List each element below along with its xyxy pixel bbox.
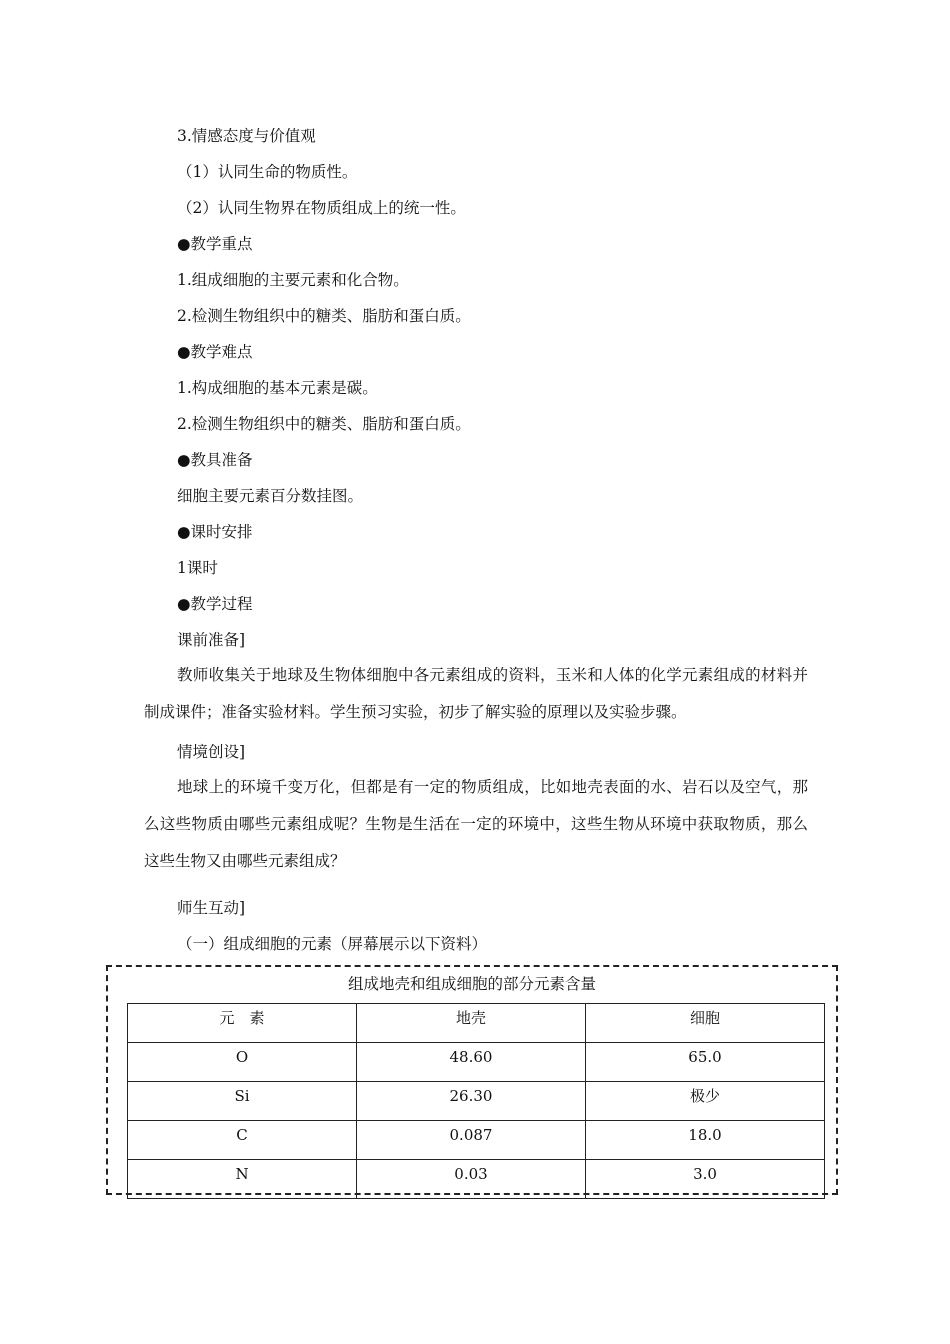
column-header-crust: 地壳: [357, 1004, 586, 1043]
element-content-table: [127, 1003, 825, 1199]
attitude-item-2: （2）认同生物界在物质组成上的统一性。: [177, 199, 466, 217]
section-heading-attitudes: 3.情感态度与价值观: [177, 127, 316, 145]
heading-teaching-difficulty: ●教学难点: [177, 343, 253, 361]
table-row: [128, 1160, 825, 1199]
difficulty-item-2: 2.检测生物组织中的糖类、脂肪和蛋白质。: [177, 415, 471, 433]
heading-teaching-focus: ●教学重点: [177, 235, 253, 253]
column-header-cell: 细胞: [586, 1004, 825, 1043]
column-header-element: 元 素: [128, 1004, 357, 1043]
schedule-text: 1课时: [177, 559, 218, 577]
table-title: 组成地壳和组成细胞的部分元素含量: [347, 975, 596, 993]
heading-scenario: 情境创设]: [177, 743, 246, 761]
table-cell: 18.0: [586, 1121, 825, 1160]
heading-schedule: ●课时安排: [177, 523, 253, 541]
table-header-row: [128, 1004, 825, 1043]
table-cell: O: [128, 1043, 357, 1082]
heading-teaching-aids: ●教具准备: [177, 451, 253, 469]
table-row: [128, 1082, 825, 1121]
heading-preparation: 课前准备]: [177, 631, 246, 649]
scenario-paragraph: 地球上的环境千变万化，但都是有一定的物质组成，比如地壳表面的水、岩石以及空气，那么这些物质由哪些元素组成呢？生物是生活在一定的环境中，这些生物从环境中获取物质，那么这些生物又由哪些元素组成？: [144, 778, 808, 870]
subheading-cell-elements: （一）组成细胞的元素（屏幕展示以下资料）: [177, 935, 488, 953]
table-cell: 65.0: [586, 1043, 825, 1082]
teaching-aids-text: 细胞主要元素百分数挂图。: [177, 487, 364, 505]
table-row: [128, 1043, 825, 1082]
focus-item-2: 2.检测生物组织中的糖类、脂肪和蛋白质。: [177, 307, 471, 325]
preparation-paragraph: 教师收集关于地球及生物体细胞中各元素组成的资料，玉米和人体的化学元素组成的材料并制成课件；准备实验材料。学生预习实验，初步了解实验的原理以及实验步骤。: [144, 666, 808, 721]
table-row: [128, 1121, 825, 1160]
table-cell: 0.03: [357, 1160, 586, 1199]
table-cell: 0.087: [357, 1121, 586, 1160]
table-cell: Si: [128, 1082, 357, 1121]
table-cell: C: [128, 1121, 357, 1160]
table-cell: 48.60: [357, 1043, 586, 1082]
table-cell: N: [128, 1160, 357, 1199]
focus-item-1: 1.组成细胞的主要元素和化合物。: [177, 271, 409, 289]
heading-teaching-process: ●教学过程: [177, 595, 253, 613]
heading-interaction: 师生互动]: [177, 899, 246, 917]
table-cell: 26.30: [357, 1082, 586, 1121]
attitude-item-1: （1）认同生命的物质性。: [177, 163, 358, 181]
data-box: [106, 965, 838, 1195]
difficulty-item-1: 1.构成细胞的基本元素是碳。: [177, 379, 378, 397]
table-cell: 极少: [586, 1082, 825, 1121]
table-cell: 3.0: [586, 1160, 825, 1199]
